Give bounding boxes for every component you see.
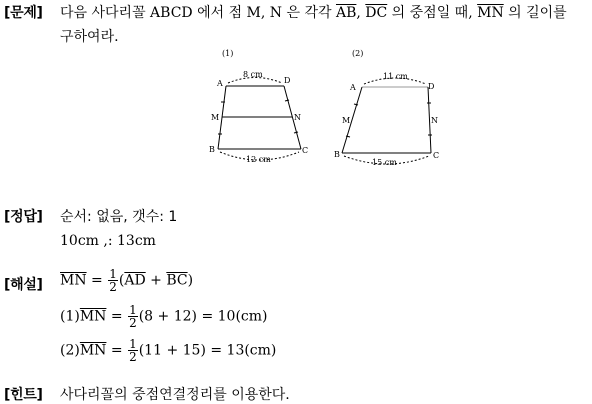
figure-1 [209,49,308,164]
formula-plus: + [145,272,167,289]
fraction-denominator: 2 [129,316,137,330]
formula-close-paren: ) [187,272,194,289]
step-1-fraction [128,304,138,329]
problem-line-2: 구하여라. [60,29,119,45]
formula-ad: $\overline{AD}$ [124,272,146,289]
fraction-denominator: 2 [109,280,117,294]
segment-dc: $\overline{DC}$ [365,5,388,21]
problem-tag: [문제] [4,5,43,21]
problem-line-1 [60,2,567,22]
figure-1-caption: (1) [222,49,234,58]
segment-ab: $\overline{AB}$ [335,5,357,21]
figure-1-bottom-label: 12 cm [246,155,271,164]
trapezoid-figures [0,40,592,220]
figure-1-label-c: C [302,146,309,155]
figure-2-label-b: B [334,150,340,159]
figure-1-label-d: D [284,76,291,85]
figure-1-label-m: M [211,113,220,122]
step-2-prefix: (2) [60,342,80,359]
answer-line-2: 10cm ,: 13cm [60,233,156,249]
step-1-equals: = [106,308,128,325]
figure-2-label-d: D [428,82,435,91]
formula-bc: $\overline{BC}$ [166,272,188,289]
figure-1-label-a: A [217,79,223,88]
figure-2-caption: (2) [352,49,364,58]
step-1-mn: $\overline{MN}$ [79,308,107,325]
problem-text-part-1: 다음 사다리꼴 ABCD 에서 점 M, N 은 각각 [60,5,336,21]
figure-2-label-n: N [431,116,438,125]
problem-text-part-3: 의 중점일 때, [387,5,478,21]
figure-2-top-label: 11 cm [383,72,408,81]
explanation-formula [60,268,193,293]
explanation-tag: [해설] [4,277,43,293]
step-1-prefix: (1) [60,308,80,325]
problem-text-part-4: 의 길이를 [503,5,567,21]
fraction-denominator: 2 [129,350,137,364]
formula-open-paren: ( [118,272,125,289]
answer-line-1: 순서: 없음, 갯수: 1 [60,209,178,225]
formula-equals: = [86,272,108,289]
step-2-fraction [128,338,138,363]
figure-2-label-a: A [350,83,356,92]
formula-fraction [108,268,118,293]
figure-2-label-c: C [433,151,440,160]
figure-2-label-m: M [342,116,351,125]
step-1-rest: (8 + 12) = 10(cm) [138,308,268,325]
problem-text-part-2: , [356,5,366,21]
step-2-equals: = [106,342,128,359]
figure-1-label-n: N [294,113,301,122]
step-2-mn: $\overline{MN}$ [79,342,107,359]
figure-2 [334,49,439,167]
hint-text: 사다리꼴의 중점연결정리를 이용한다. [60,387,290,403]
figure-1-label-b: B [209,145,215,154]
answer-tag: [정답] [4,209,43,225]
hint-tag: [힌트] [4,387,43,403]
figure-2-bottom-label: 15 cm [372,158,397,167]
fraction-numerator: 1 [129,337,137,351]
explanation-step-1 [60,304,267,329]
explanation-step-2 [60,338,276,363]
figure-2-tick [354,104,358,105]
figure-1-top-label: 8 cm [243,70,263,79]
fraction-numerator: 1 [109,267,117,281]
figure-1-tick [294,132,298,133]
segment-mn: $\overline{MN}$ [477,5,504,21]
step-2-rest: (11 + 15) = 13(cm) [138,342,277,359]
formula-mn: $\overline{MN}$ [60,272,87,289]
fraction-numerator: 1 [129,303,137,317]
